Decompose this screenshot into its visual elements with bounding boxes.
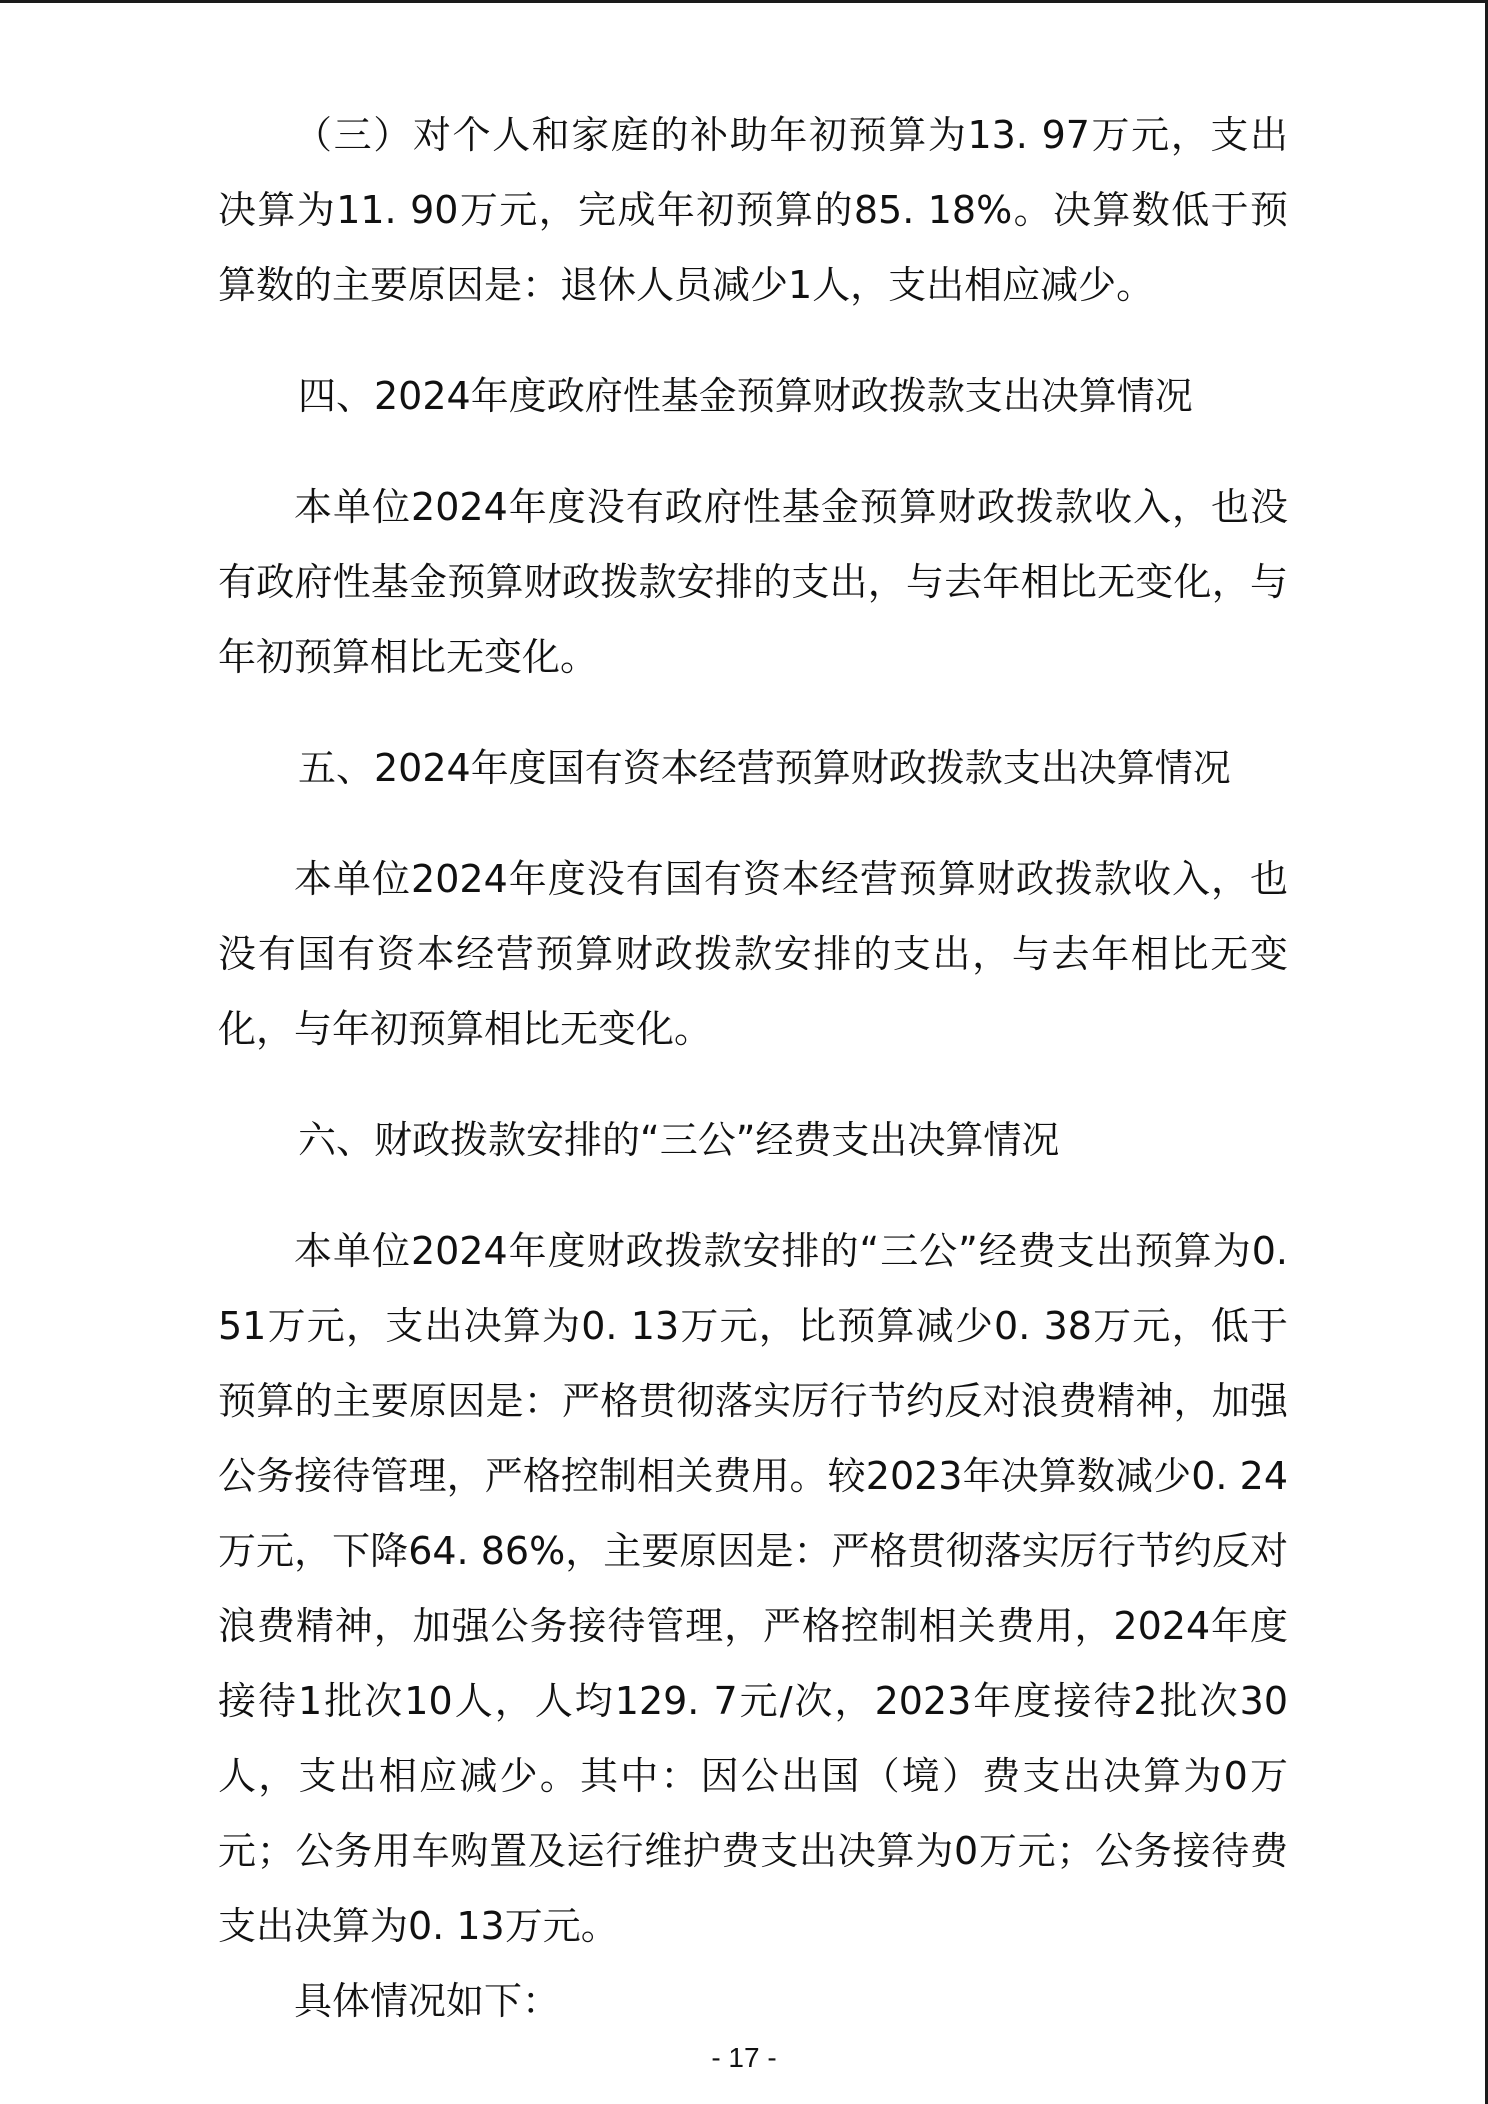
spacer (218, 323, 1288, 359)
spacer (218, 1067, 1288, 1103)
spacer (218, 806, 1288, 842)
spacer (218, 695, 1288, 731)
page-top-border (0, 0, 1488, 3)
paragraph-section-6: 本单位2024年度财政拨款安排的“三公”经费支出预算为0. 51万元，支出决算为0. 13万元，比预算减少0. 38万元，低于预算的主要原因是：严格贯彻落实厉行节约反对浪费精神，加强公务接待管理，严格控制相关费用。较2023年决算数减少0. 24万元，下降64. 86%，主要原因是：严格贯彻落实厉行节约反对浪费精神，加强公务接待管理，严格控制相关费用，2024年度接待1批次10人，人均129. 7元/次，2023年度接待2批次30人，支出相应减少。其中：因公出国（境）费支出决算为0万元；公务用车购置及运行维护费支出决算为0万元；公务接待费支出决算为0. 13万元。 (218, 1229, 1288, 1948)
paragraph-section-3: （三）对个人和家庭的补助年初预算为13. 97万元，支出决算为11. 90万元，完成年初预算的85. 18%。决算数低于预算数的主要原因是：退休人员减少1人，支出相应减少。 (218, 113, 1288, 307)
paragraph-section-5: 本单位2024年度没有国有资本经营预算财政拨款收入，也没有国有资本经营预算财政拨款安排的支出，与去年相比无变化，与年初预算相比无变化。 (218, 857, 1288, 1051)
document-page (218, 98, 1288, 2039)
heading-section-5: 五、2024年度国有资本经营预算财政拨款支出决算情况 (298, 746, 1231, 790)
paragraph-section-4: 本单位2024年度没有政府性基金预算财政拨款收入，也没有政府性基金预算财政拨款安排的支出，与去年相比无变化，与年初预算相比无变化。 (218, 485, 1288, 679)
paragraph-details-intro: 具体情况如下： (294, 1979, 561, 2023)
spacer (218, 1178, 1288, 1214)
spacer (218, 434, 1288, 470)
heading-section-6: 六、财政拨款安排的“三公”经费支出决算情况 (298, 1118, 1060, 1162)
heading-section-4: 四、2024年度政府性基金预算财政拨款支出决算情况 (298, 374, 1193, 418)
page-number: - 17 - (711, 2042, 777, 2073)
